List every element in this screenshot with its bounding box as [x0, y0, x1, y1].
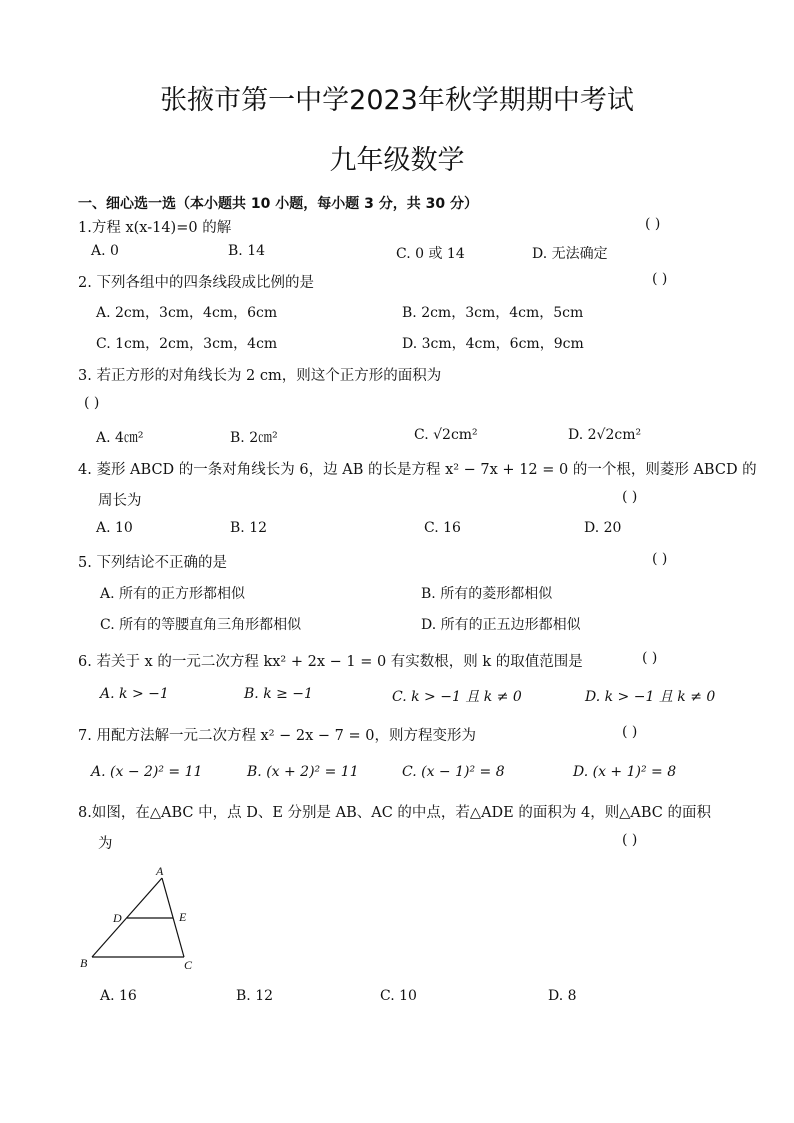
question-8-option-c: C. 10 — [380, 988, 417, 1004]
question-8-text-cont: 为 — [98, 836, 113, 852]
question-4-text-cont: 周长为 — [98, 493, 142, 509]
question-4-option-b: B. 12 — [230, 520, 268, 536]
question-5-option-a: A. 所有的正方形都相似 — [100, 586, 246, 602]
question-3-option-b: B. 2㎝² — [230, 430, 278, 446]
question-6-option-a: A. k > −1 — [100, 686, 169, 702]
question-1-text: 1.方程 x(x-14)=0 的解 — [78, 220, 232, 236]
question-7-option-c: C. (x − 1)² = 8 — [402, 764, 505, 780]
question-3-option-c: C. √2cm² — [414, 427, 478, 443]
question-2-option-a: A. 2cm，3cm，4cm，6cm — [96, 305, 278, 321]
label-a: A — [156, 864, 164, 878]
question-8-answer-blank: ( ) — [622, 832, 638, 848]
exam-title: 张掖市第一中学2023年秋学期期中考试 — [160, 85, 634, 116]
question-5-option-d: D. 所有的正五边形都相似 — [421, 617, 581, 633]
question-4-text: 4. 菱形 ABCD 的一条对角线长为 6，边 AB 的长是方程 x² − 7x + 12 = 0 的一个根，则菱形 ABCD 的 — [78, 462, 757, 478]
question-8-text: 8.如图，在△ABC 中，点 D、E 分别是 AB、AC 的中点，若△ADE 的面积为 4，则△ABC 的面积 — [78, 805, 711, 821]
section-heading: 一、细心选一选（本小题共 10 小题，每小题 3 分，共 30 分） — [78, 196, 478, 212]
question-1-option-c: C. 0 或 14 — [396, 246, 465, 262]
question-3-option-d: D. 2√2cm² — [568, 427, 642, 443]
question-6-option-b: B. k ≥ −1 — [244, 686, 313, 702]
question-3-text: 3. 若正方形的对角线长为 2 cm，则这个正方形的面积为 — [78, 368, 442, 384]
question-4-answer-blank: ( ) — [622, 489, 638, 505]
question-1-option-a: A. 0 — [91, 243, 119, 259]
question-5-option-b: B. 所有的菱形都相似 — [421, 586, 553, 602]
question-5-option-c: C. 所有的等腰直角三角形都相似 — [100, 617, 302, 633]
question-6-text: 6. 若关于 x 的一元二次方程 kx² + 2x − 1 = 0 有实数根，则 k 的取值范围是 — [78, 654, 583, 670]
question-6-answer-blank: ( ) — [642, 650, 658, 666]
question-2-answer-blank: ( ) — [652, 271, 668, 287]
question-5-text: 5. 下列结论不正确的是 — [78, 555, 227, 571]
question-1-option-d: D. 无法确定 — [532, 246, 608, 262]
question-7-option-b: B. (x + 2)² = 11 — [247, 764, 359, 780]
label-d: D — [113, 911, 122, 925]
question-3-answer-blank: ( ) — [84, 395, 100, 411]
exam-subtitle: 九年级数学 — [329, 145, 465, 176]
label-e: E — [179, 910, 187, 924]
question-1-option-b: B. 14 — [228, 243, 266, 259]
question-2-option-c: C. 1cm，2cm，3cm，4cm — [96, 336, 278, 352]
question-1-answer-blank: ( ) — [645, 216, 661, 232]
question-7-option-d: D. (x + 1)² = 8 — [573, 764, 677, 780]
question-4-option-a: A. 10 — [96, 520, 133, 536]
question-2-text: 2. 下列各组中的四条线段成比例的是 — [78, 275, 314, 291]
label-c: C — [184, 958, 193, 972]
question-4-option-c: C. 16 — [424, 520, 461, 536]
question-6-option-c: C. k > −1 且 k ≠ 0 — [392, 689, 522, 705]
question-8-option-a: A. 16 — [100, 988, 137, 1004]
question-2-option-d: D. 3cm，4cm，6cm，9cm — [402, 336, 584, 352]
question-8-option-d: D. 8 — [548, 988, 577, 1004]
label-b: B — [80, 956, 88, 970]
question-7-option-a: A. (x − 2)² = 11 — [91, 764, 203, 780]
question-3-option-a: A. 4㎝² — [96, 430, 144, 446]
question-5-answer-blank: ( ) — [652, 551, 668, 567]
question-8-option-b: B. 12 — [236, 988, 274, 1004]
question-6-option-d: D. k > −1 且 k ≠ 0 — [585, 689, 716, 705]
question-2-option-b: B. 2cm，3cm，4cm，5cm — [402, 305, 584, 321]
question-7-text: 7. 用配方法解一元二次方程 x² − 2x − 7 = 0，则方程变形为 — [78, 728, 476, 744]
question-4-option-d: D. 20 — [584, 520, 622, 536]
question-7-answer-blank: ( ) — [622, 724, 638, 740]
triangle-figure — [78, 864, 208, 974]
